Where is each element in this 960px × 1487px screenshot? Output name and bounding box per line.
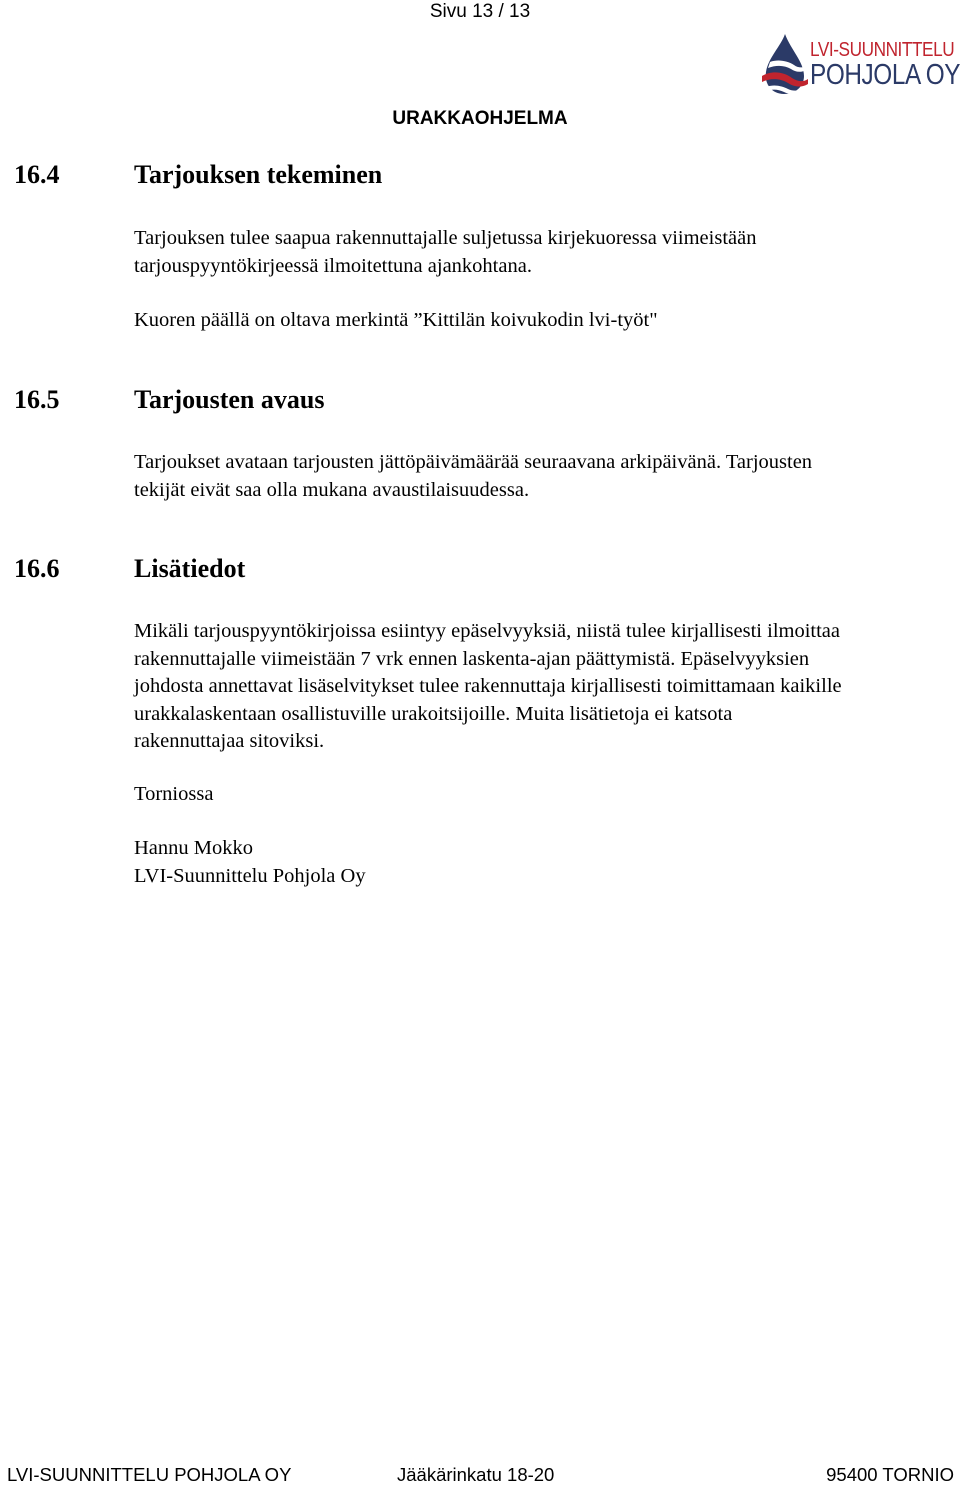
company-logo bbox=[758, 32, 958, 96]
footer-company: LVI-SUUNNITTELU POHJOLA OY bbox=[7, 1464, 292, 1485]
text-line: Tarjoukset avataan tarjousten jättöpäivämäärää seuraavana arkipäivänä. Tarjousten bbox=[134, 451, 813, 473]
paragraph bbox=[134, 449, 956, 504]
paragraph bbox=[134, 618, 956, 756]
section-number: 16.5 bbox=[14, 385, 60, 414]
signature-block bbox=[134, 835, 956, 890]
logo-text-line1: LVI-SUUNNITTELU bbox=[810, 39, 955, 61]
section-heading-16-6 bbox=[14, 553, 245, 585]
signer-company: LVI-Suunnittelu Pohjola Oy bbox=[134, 864, 366, 887]
water-drop-logo-icon bbox=[758, 32, 808, 96]
section-number: 16.4 bbox=[14, 160, 60, 189]
text-line: tarjouspyyntökirjeessä ilmoitettuna ajankohtana. bbox=[134, 254, 532, 277]
page-footer bbox=[0, 1461, 960, 1485]
section-title: Tarjouksen tekeminen bbox=[134, 160, 383, 189]
footer-postal: 95400 TORNIO bbox=[826, 1464, 954, 1485]
logo-text-line2: POHJOLA OY bbox=[810, 59, 960, 91]
text-line: urakkalaskentaan osallistuville urakoitsijoille. Muita lisätietoja ei katsota bbox=[134, 702, 733, 725]
document-type: URAKKAOHJELMA bbox=[392, 108, 568, 129]
text-line: Mikäli tarjouspyyntökirjoissa esiintyy epäselvyyksiä, niistä tulee kirjallisesti ilmoittaa bbox=[134, 620, 840, 642]
section-heading-16-4 bbox=[14, 159, 382, 191]
section-title: Tarjousten avaus bbox=[134, 385, 325, 414]
text-line: rakennuttajalle viimeistään 7 vrk ennen laskenta-ajan päättymistä. Epäselvyyksien bbox=[134, 647, 810, 670]
paragraph bbox=[134, 307, 956, 335]
signer-name: Hannu Mokko bbox=[134, 837, 254, 859]
page-number: Sivu 13 / 13 bbox=[429, 1, 531, 22]
section-title: Lisätiedot bbox=[134, 554, 246, 583]
text-line: johdosta annettavat lisäselvitykset tulee rakennuttaja kirjallisesti toimittamaan kaikille bbox=[134, 675, 842, 697]
text-line: tekijät eivät saa olla mukana avaustilaisuudessa. bbox=[134, 478, 530, 501]
text-line: Torniossa bbox=[134, 783, 214, 805]
text-line: Tarjouksen tulee saapua rakennuttajalle suljetussa kirjekuoressa viimeistään bbox=[134, 227, 757, 249]
section-heading-16-5 bbox=[14, 384, 324, 416]
paragraph bbox=[134, 225, 956, 280]
text-line: rakennuttajaa sitoviksi. bbox=[134, 730, 325, 752]
footer-address: Jääkärinkatu 18-20 bbox=[397, 1464, 555, 1485]
section-number: 16.6 bbox=[14, 554, 60, 583]
text-line: Kuoren päällä on oltava merkintä ”Kittilän koivukodin lvi-työt" bbox=[134, 309, 658, 331]
closing-place bbox=[134, 781, 956, 809]
